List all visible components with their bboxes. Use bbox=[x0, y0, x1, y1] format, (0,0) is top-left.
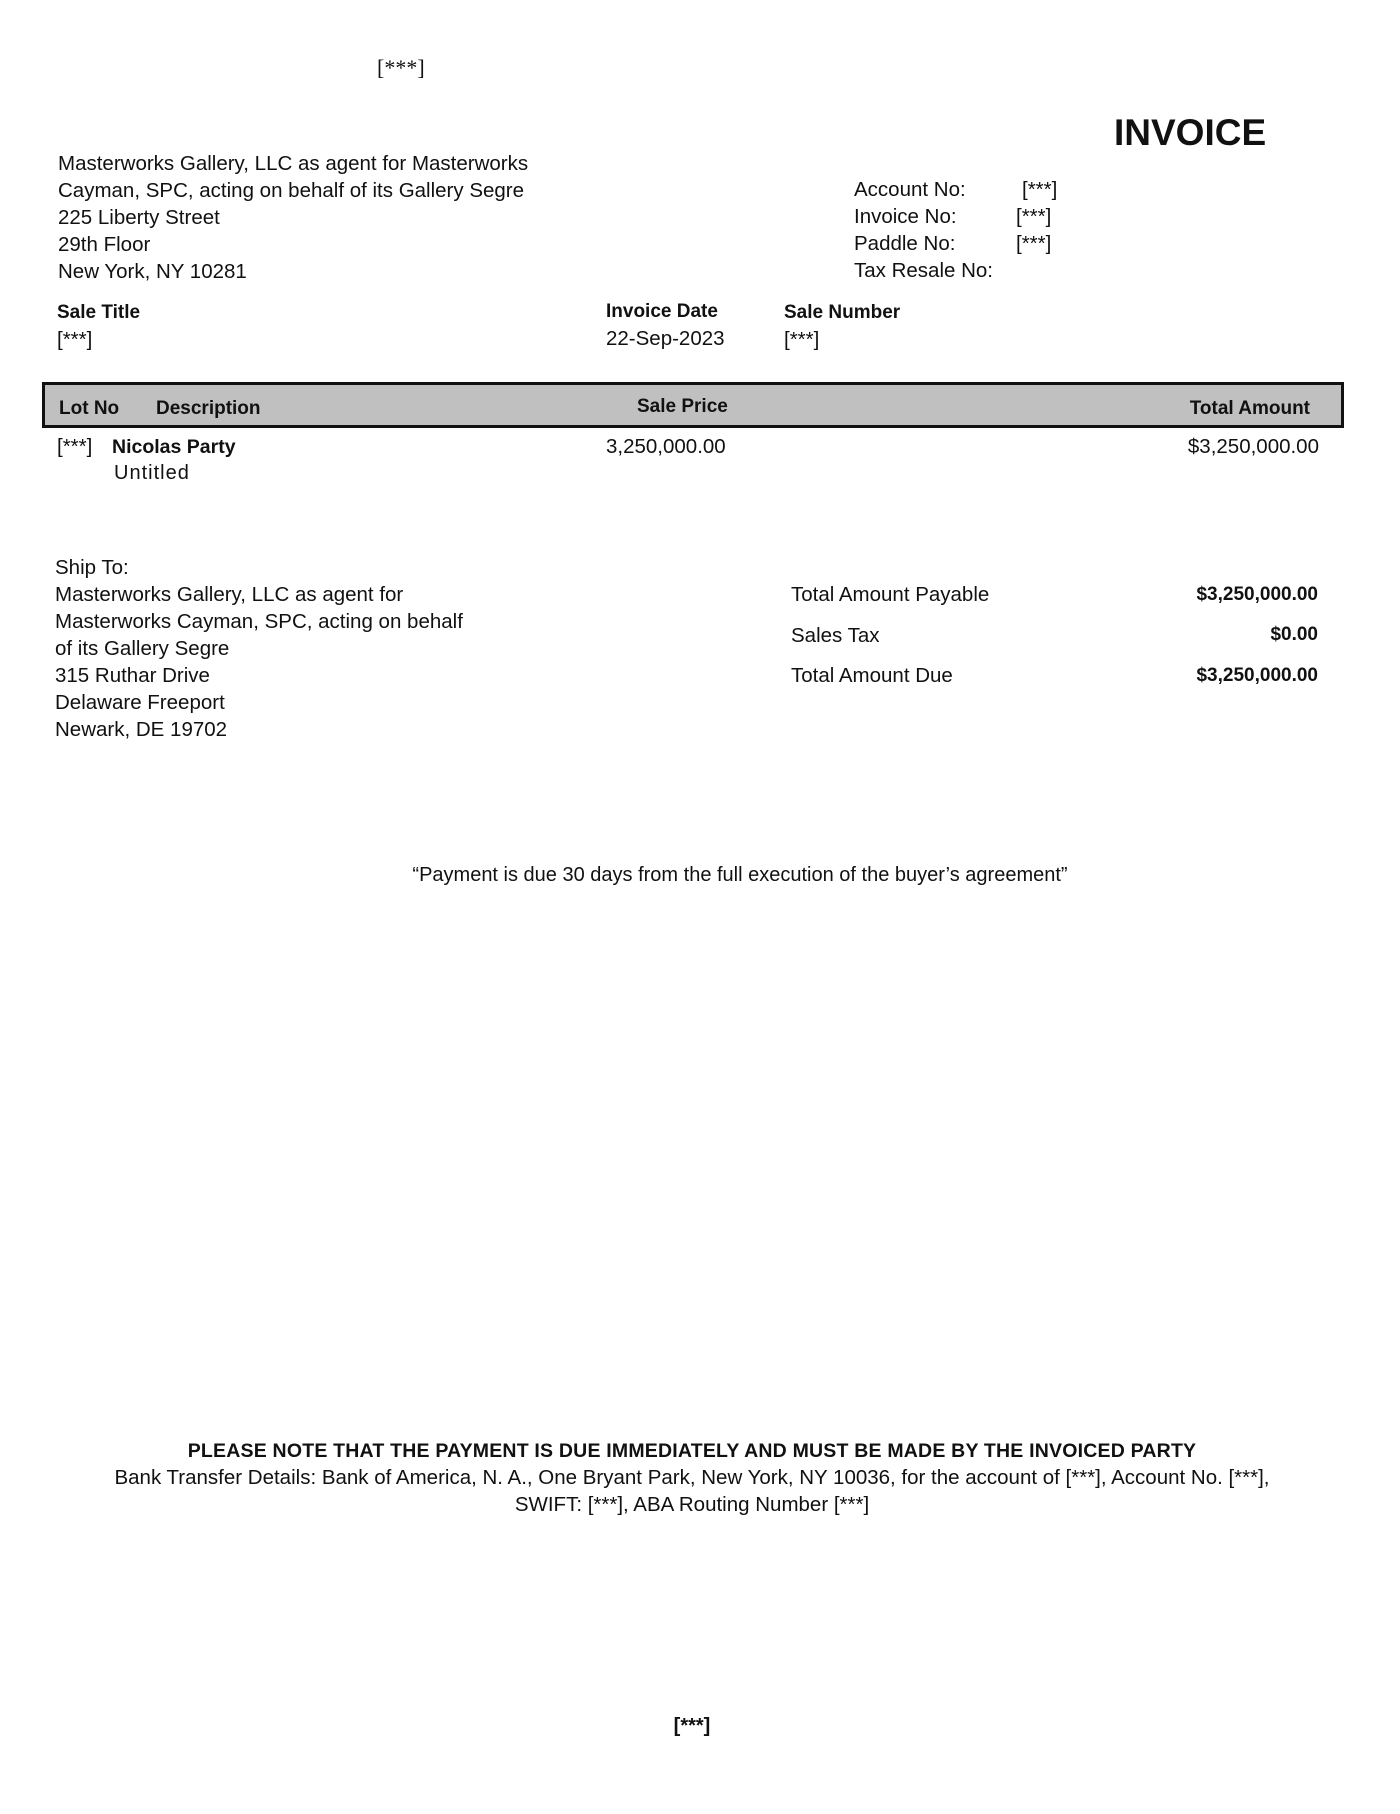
seller-line: 225 Liberty Street bbox=[58, 206, 220, 229]
seller-line: Masterworks Gallery, LLC as agent for Masterworks bbox=[58, 152, 529, 175]
sales-tax-label: Sales Tax bbox=[791, 624, 880, 647]
paddle-no-value: [***] bbox=[1016, 232, 1052, 255]
sale-title-value: [***] bbox=[57, 328, 93, 351]
invoice-no-value: [***] bbox=[1016, 205, 1052, 228]
ship-to-address bbox=[55, 554, 463, 743]
sale-price-cell: 3,250,000.00 bbox=[606, 435, 726, 458]
line-items-header bbox=[42, 382, 1344, 428]
total-due-label: Total Amount Due bbox=[791, 664, 953, 687]
invoice-no-label: Invoice No: bbox=[854, 205, 957, 228]
ship-to-line: Masterworks Gallery, LLC as agent for bbox=[55, 583, 404, 606]
bank-transfer-details: Bank Transfer Details: Bank of America, N. A., One Bryant Park, New York, NY 10036, for the account of [***], Account No. [***], bbox=[114, 1466, 1270, 1489]
ship-to-line: Delaware Freeport bbox=[55, 691, 225, 714]
ship-to-line: 315 Ruthar Drive bbox=[55, 664, 210, 687]
total-amount-cell: $3,250,000.00 bbox=[1187, 435, 1319, 458]
tax-resale-no-label: Tax Resale No: bbox=[854, 259, 994, 282]
account-no-value: [***] bbox=[1022, 178, 1058, 201]
ship-to-line: of its Gallery Segre bbox=[55, 637, 230, 660]
lot-no-header: Lot No bbox=[59, 398, 120, 419]
lot-no-cell: [***] bbox=[57, 435, 93, 458]
sale-title-label: Sale Title bbox=[57, 302, 141, 323]
artist-name: Nicolas Party bbox=[112, 436, 236, 458]
total-payable-value: $3,250,000.00 bbox=[1196, 584, 1318, 605]
sale-price-header: Sale Price bbox=[637, 396, 728, 417]
redacted-footer-code: [***] bbox=[673, 1715, 711, 1737]
seller-line: New York, NY 10281 bbox=[58, 260, 247, 283]
invoice-date-value: 22-Sep-2023 bbox=[606, 327, 725, 350]
redacted-header-code: [***] bbox=[377, 55, 425, 80]
sales-tax-value: $0.00 bbox=[1270, 624, 1318, 645]
seller-line: Cayman, SPC, acting on behalf of its Gallery Segre bbox=[58, 179, 525, 202]
invoice-title: INVOICE bbox=[1114, 112, 1267, 153]
paddle-no-label: Paddle No: bbox=[854, 232, 956, 255]
artwork-title: Untitled bbox=[114, 462, 190, 484]
invoice-date-label: Invoice Date bbox=[606, 301, 718, 322]
payment-notice: PLEASE NOTE THAT THE PAYMENT IS DUE IMMEDIATELY AND MUST BE MADE BY THE INVOICED PARTY bbox=[187, 1440, 1197, 1462]
account-no-label: Account No: bbox=[854, 178, 966, 201]
ship-to-label: Ship To: bbox=[55, 556, 129, 579]
description-header: Description bbox=[156, 398, 261, 419]
ship-to-line: Masterworks Cayman, SPC, acting on behalf bbox=[55, 610, 463, 633]
total-due-value: $3,250,000.00 bbox=[1196, 665, 1318, 686]
seller-line: 29th Floor bbox=[58, 233, 151, 256]
total-payable-label: Total Amount Payable bbox=[791, 583, 990, 606]
sale-number-label: Sale Number bbox=[784, 302, 901, 323]
invoice-meta-values bbox=[1016, 176, 1057, 257]
total-amount-header: Total Amount bbox=[1189, 398, 1310, 419]
invoice-meta-labels bbox=[854, 176, 993, 284]
payment-terms-note: “Payment is due 30 days from the full execution of the buyer’s agreement” bbox=[412, 864, 1068, 886]
ship-to-line: Newark, DE 19702 bbox=[55, 718, 228, 741]
seller-address bbox=[58, 150, 528, 285]
bank-swift-routing: SWIFT: [***], ABA Routing Number [***] bbox=[514, 1493, 870, 1516]
sale-number-value: [***] bbox=[784, 328, 820, 351]
